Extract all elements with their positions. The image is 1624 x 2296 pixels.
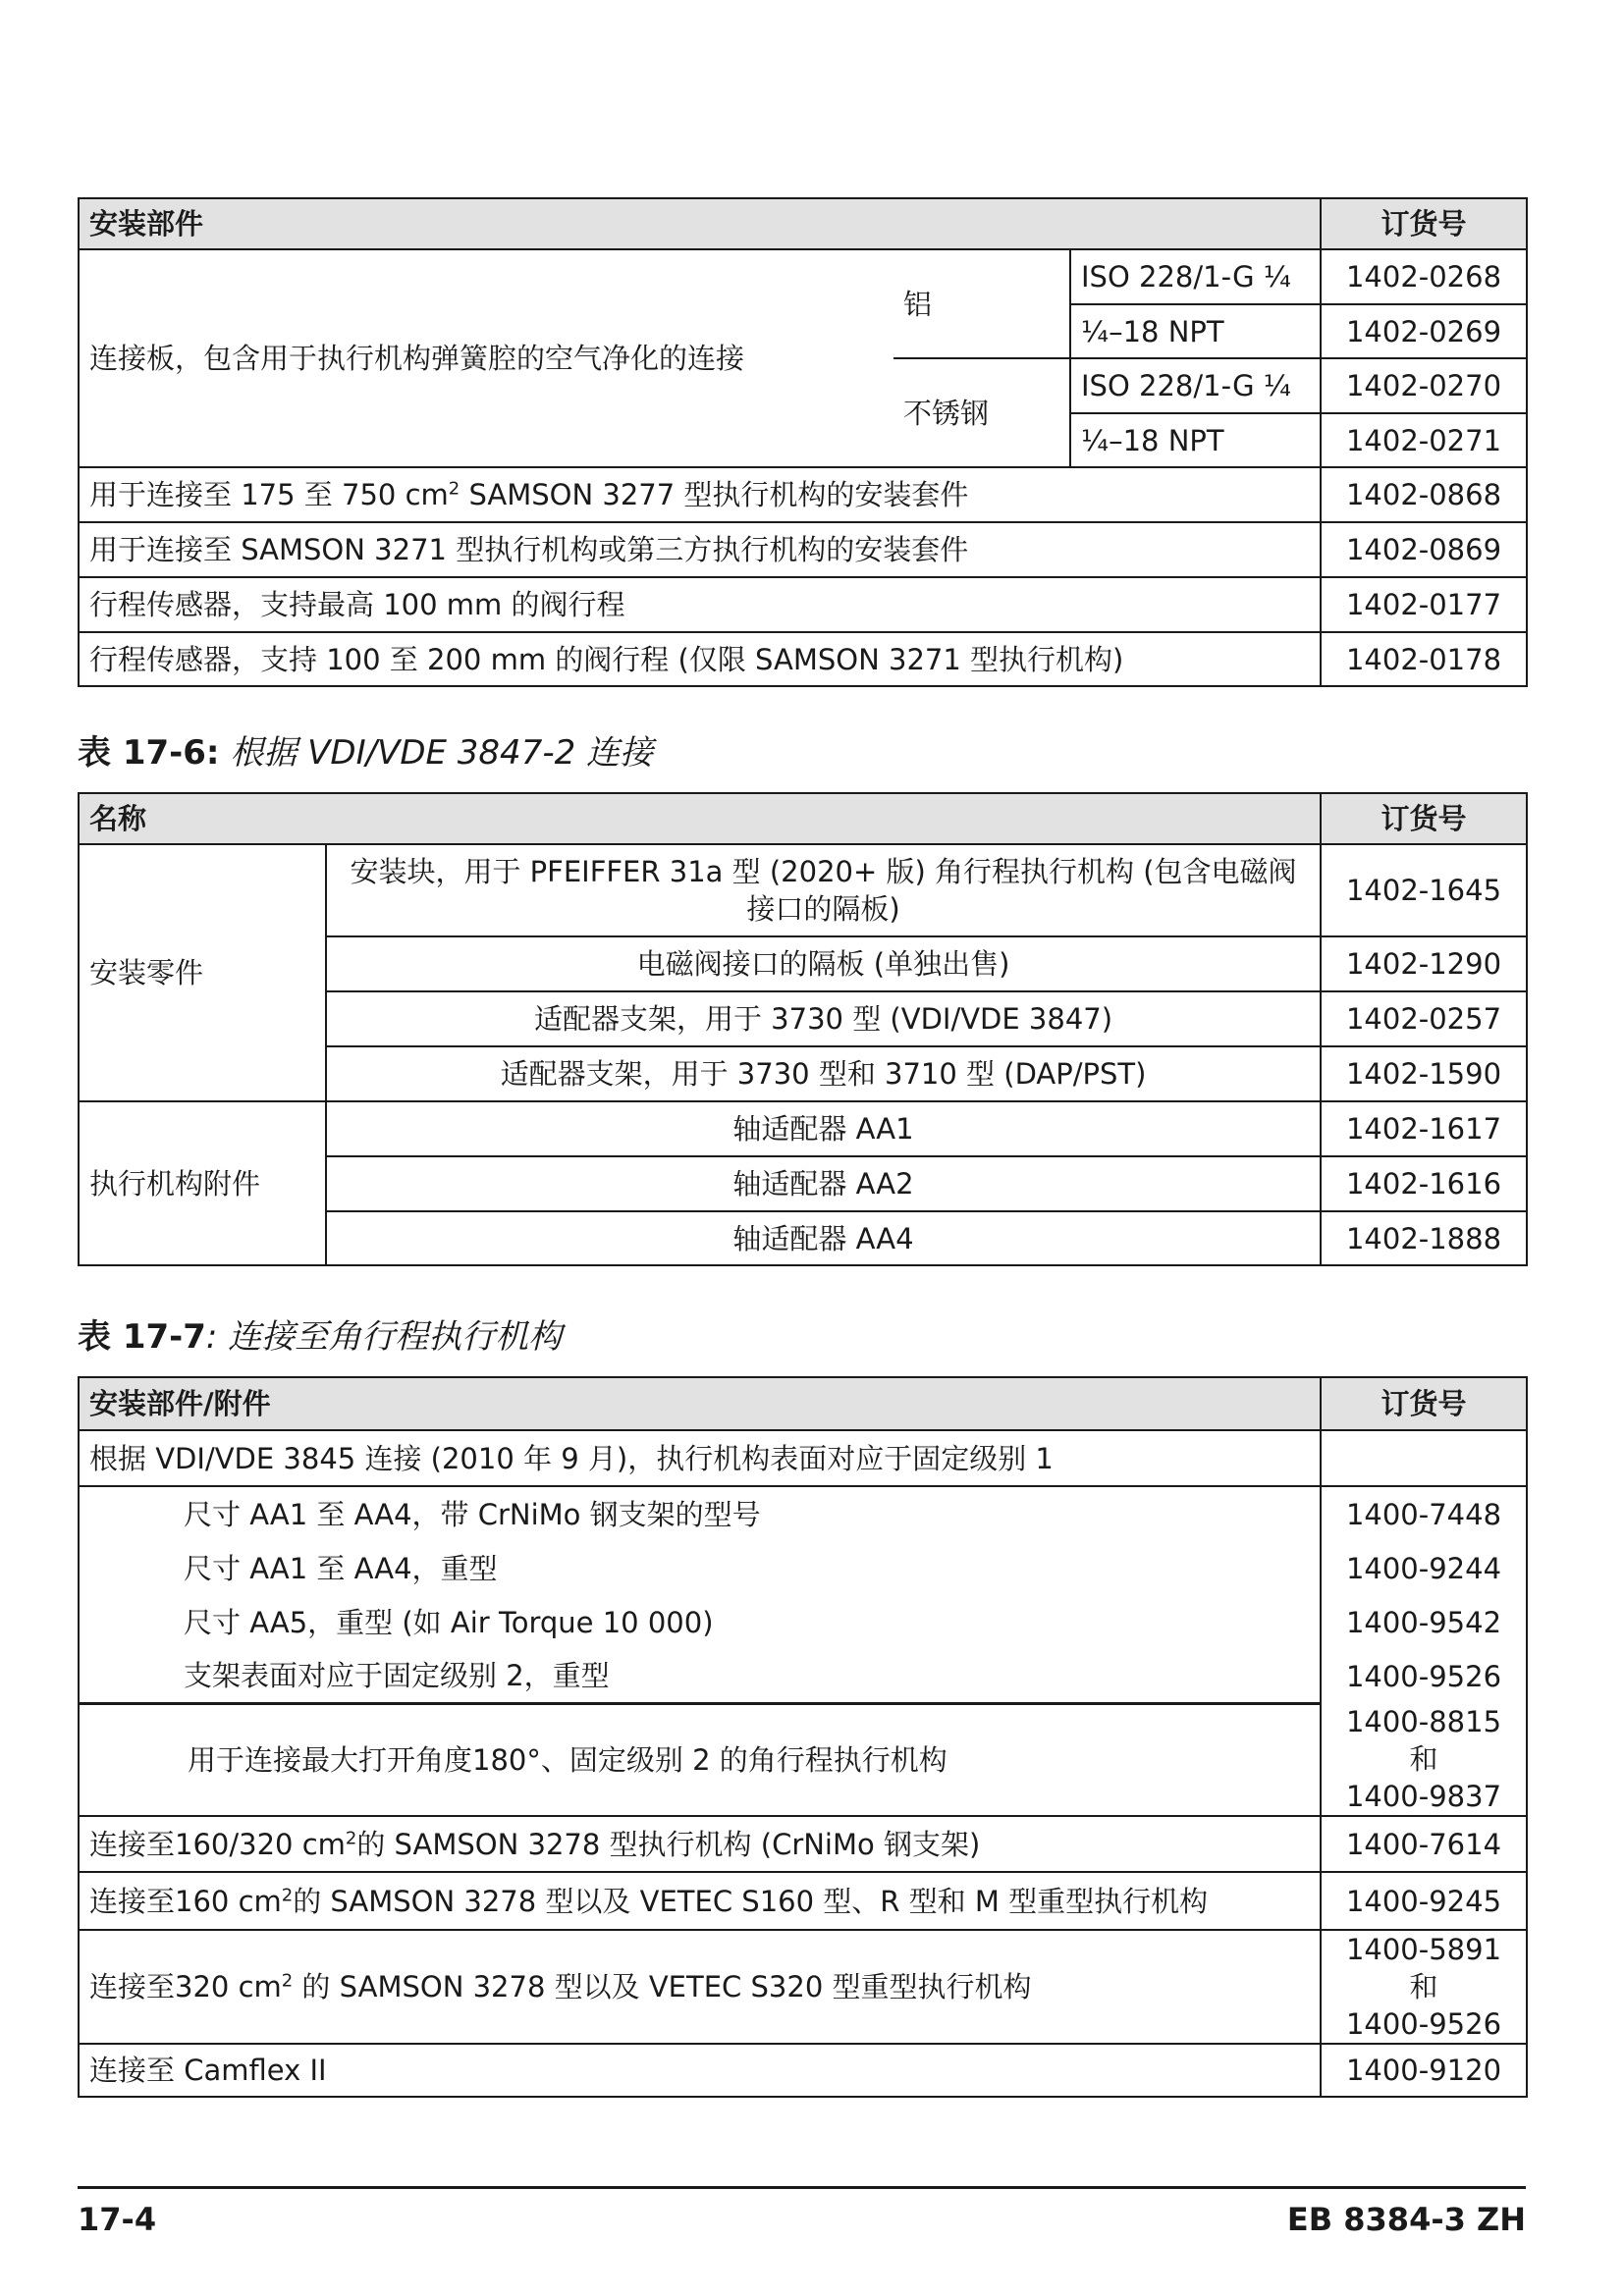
- order-number: 1402-0869: [1321, 522, 1527, 577]
- order-number: 1400-7448: [1321, 1486, 1527, 1541]
- row-label: 连接至160 $cm^2$的 SAMSON 3278 型以及 VETEC S160 型、R 型和 M 型重型执行机构: [79, 1872, 1321, 1930]
- thread-spec: ISO 228/1-G ¼: [1070, 249, 1321, 304]
- item-label: 轴适配器 AA1: [326, 1101, 1321, 1156]
- order-number: 1402-1290: [1321, 936, 1527, 991]
- order-number: 1402-1645: [1321, 844, 1527, 936]
- order-number: 1402-0177: [1321, 577, 1527, 632]
- header-order-number: 订货号: [1321, 198, 1527, 249]
- order-number: 1402-1888: [1321, 1211, 1527, 1265]
- order-number: 1400-9542: [1321, 1595, 1527, 1649]
- order-number: 1400-9526: [1321, 1649, 1527, 1703]
- header-mounting-parts: 安装部件: [79, 198, 1321, 249]
- sub-row-label: 尺寸 AA1 至 AA4，重型: [79, 1541, 1321, 1595]
- item-label: 电磁阀接口的隔板 (单独出售): [326, 936, 1321, 991]
- caption-number: 表 17-7: [78, 1317, 206, 1357]
- caption-title: : 连接至角行程执行机构: [205, 1317, 563, 1357]
- item-label: 轴适配器 AA2: [326, 1156, 1321, 1211]
- row-label: 连接至160/320 $cm^2$的 SAMSON 3278 型执行机构 (CrNiMo 钢支架): [79, 1816, 1321, 1872]
- item-label: 安装块，用于 PFEIFFER 31a 型 (2020+ 版) 角行程执行机构 (包含电磁阀接口的隔板): [326, 844, 1321, 936]
- order-number: 1402-0268: [1321, 249, 1527, 304]
- order-number: 1402-0178: [1321, 632, 1527, 686]
- vdi-vde-3847-table: [78, 792, 1528, 1266]
- row-label: 行程传感器，支持 100 至 200 mm 的阀行程 (仅限 SAMSON 3271 型执行机构): [79, 632, 1321, 686]
- order-number: 1400-8815 和 1400-9837: [1321, 1703, 1527, 1816]
- row-label: 连接至 Camflex II: [79, 2044, 1321, 2097]
- sub-row-label: 尺寸 AA5，重型 (如 Air Torque 10 000): [79, 1595, 1321, 1649]
- thread-spec: ¼–18 NPT: [1070, 304, 1321, 358]
- item-label: 适配器支架，用于 3730 型和 3710 型 (DAP/PST): [326, 1046, 1321, 1101]
- header-order-number: 订货号: [1321, 793, 1527, 844]
- rotary-actuator-table: [78, 1376, 1528, 2098]
- row-label: 用于连接至 175 至 750 $cm^2$ SAMSON 3277 型执行机构的安装套件: [79, 467, 1321, 522]
- thread-spec: ¼–18 NPT: [1070, 413, 1321, 467]
- row-label: 连接至320 $cm^2$ 的 SAMSON 3278 型以及 VETEC S320 型重型执行机构: [79, 1930, 1321, 2044]
- material-stainless-steel: 不锈钢: [893, 358, 1070, 467]
- order-number: 1400-5891 和 1400-9526: [1321, 1930, 1527, 2044]
- sub-row-label: 支架表面对应于固定级别 2，重型: [79, 1649, 1321, 1703]
- item-label: 适配器支架，用于 3730 型 (VDI/VDE 3847): [326, 991, 1321, 1046]
- table-17-6-caption: [78, 731, 653, 774]
- document-number: EB 8384-3 ZH: [1286, 2201, 1526, 2238]
- header-order-number: 订货号: [1321, 1377, 1527, 1430]
- order-number: 1402-0271: [1321, 413, 1527, 467]
- order-number: 1400-9245: [1321, 1872, 1527, 1930]
- thread-spec: ISO 228/1-G ¼: [1070, 358, 1321, 413]
- order-number: 1402-0257: [1321, 991, 1527, 1046]
- mounting-parts-table: [78, 197, 1528, 687]
- order-number: 1402-0270: [1321, 358, 1527, 413]
- item-label: 轴适配器 AA4: [326, 1211, 1321, 1265]
- sub-row-label: 尺寸 AA1 至 AA4，带 CrNiMo 钢支架的型号: [79, 1486, 1321, 1541]
- order-number: 1402-1616: [1321, 1156, 1527, 1211]
- material-aluminum: 铝: [893, 249, 1070, 358]
- order-number: 1400-9120: [1321, 2044, 1527, 2097]
- group-actuator-accessories: 执行机构附件: [79, 1101, 326, 1265]
- order-number: 1402-0868: [1321, 467, 1527, 522]
- order-number: 1402-1617: [1321, 1101, 1527, 1156]
- order-number: 1402-1590: [1321, 1046, 1527, 1101]
- connection-plate-label: 连接板，包含用于执行机构弹簧腔的空气净化的连接: [79, 249, 893, 467]
- intro-label: 根据 VDI/VDE 3845 连接 (2010 年 9 月)，执行机构表面对应于固定级别 1: [79, 1430, 1321, 1486]
- row-label: 行程传感器，支持最高 100 mm 的阀行程: [79, 577, 1321, 632]
- page-number: 17-4: [78, 2201, 157, 2238]
- order-number-empty: [1321, 1430, 1527, 1486]
- order-number: 1400-7614: [1321, 1816, 1527, 1872]
- sub-row-label: 用于连接最大打开角度180°、固定级别 2 的角行程执行机构: [79, 1703, 1321, 1816]
- row-label: 用于连接至 SAMSON 3271 型执行机构或第三方执行机构的安装套件: [79, 522, 1321, 577]
- order-number: 1400-9244: [1321, 1541, 1527, 1595]
- table-17-7-caption: [78, 1315, 562, 1359]
- header-name: 名称: [79, 793, 1321, 844]
- footer-divider: [78, 2186, 1526, 2189]
- order-number: 1402-0269: [1321, 304, 1527, 358]
- caption-number: 表 17-6:: [78, 733, 220, 773]
- header-parts-accessories: 安装部件/附件: [79, 1377, 1321, 1430]
- caption-title: 根据 VDI/VDE 3847-2 连接: [219, 733, 654, 773]
- group-mounting-parts: 安装零件: [79, 844, 326, 1101]
